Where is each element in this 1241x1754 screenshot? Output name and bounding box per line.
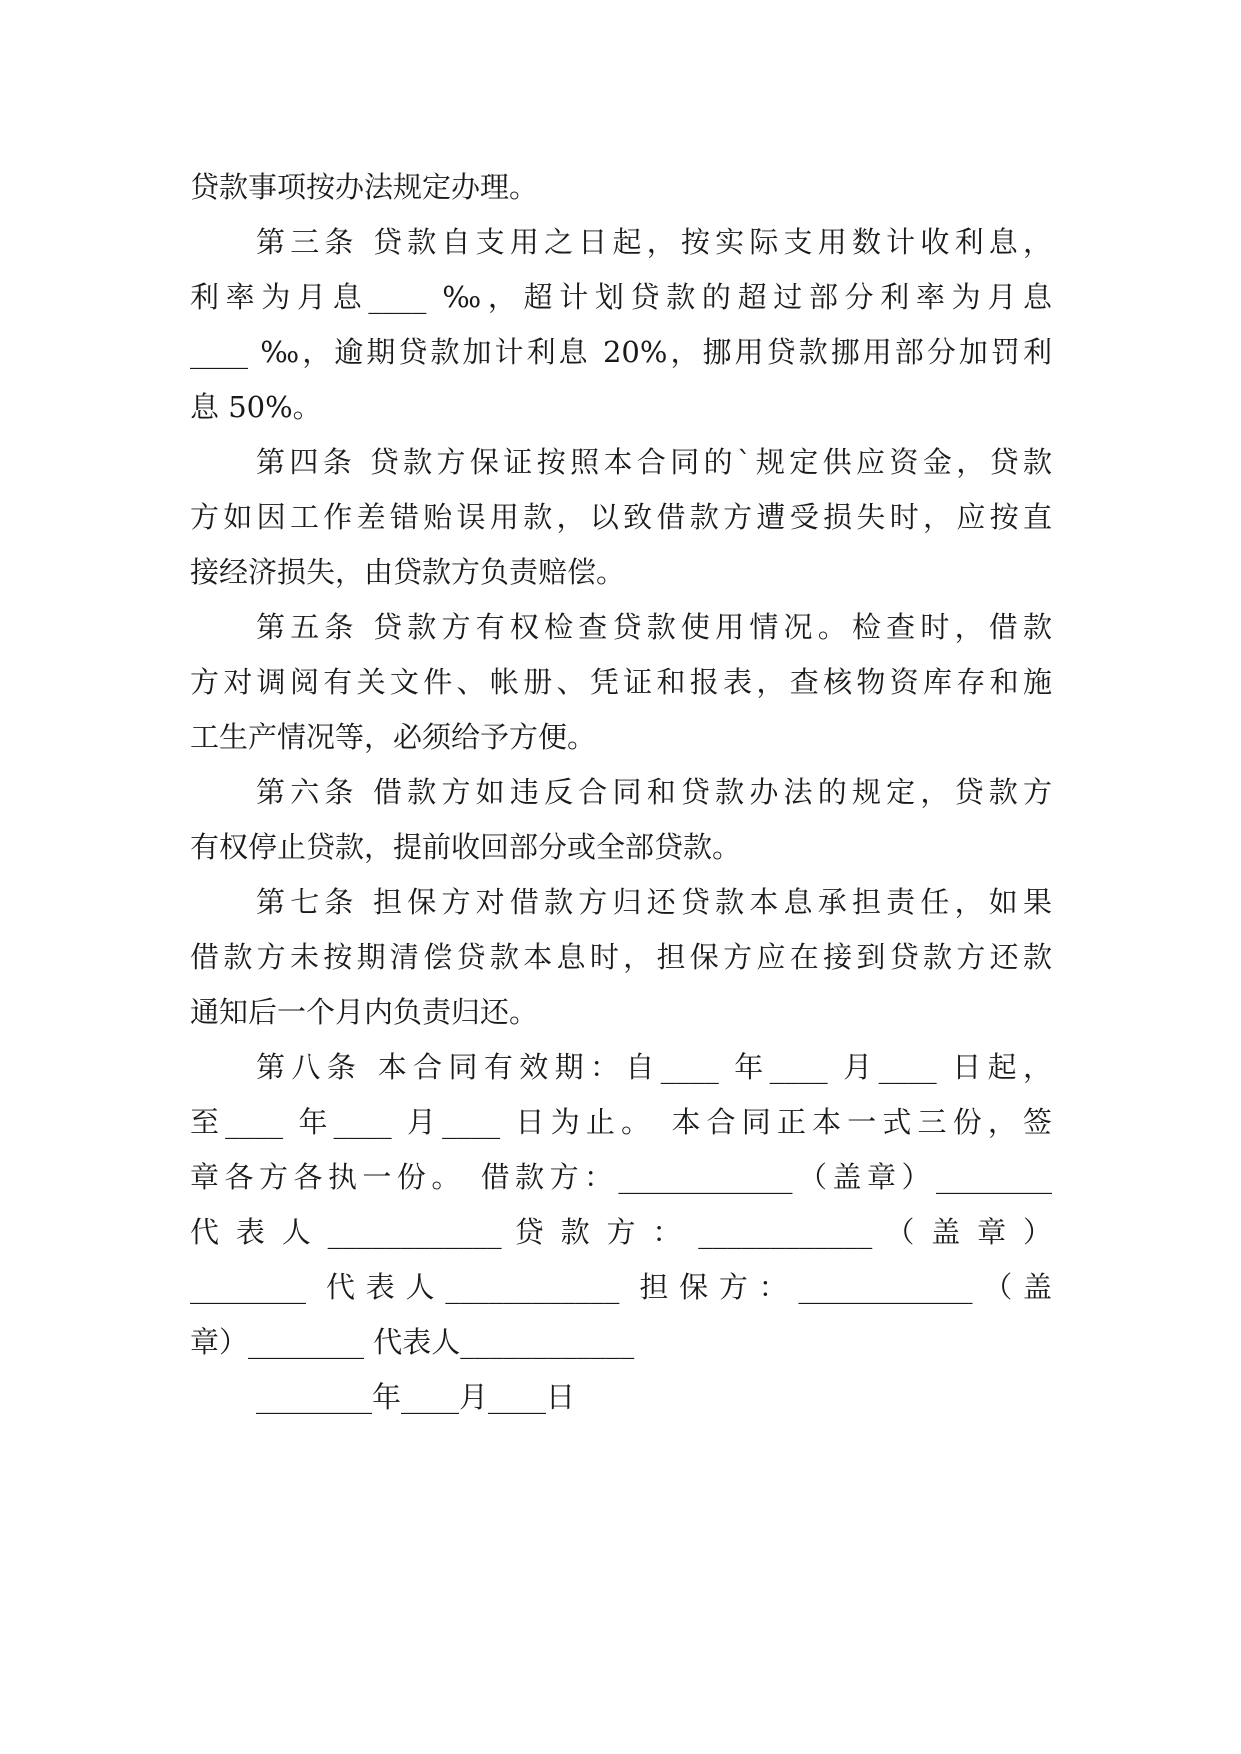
text-line: 有权停止贷款，提前收回部分或全部贷款。 xyxy=(190,830,742,864)
text-line: 接经济损失，由贷款方负责赔偿。 xyxy=(190,555,626,589)
text-line: 通知后一个月内负责归还。 xyxy=(190,995,539,1029)
signature-line-lender: 代 表 人 ____________ 贷 款 方 ： ____________ （ 盖 章 ） xyxy=(190,1215,1052,1249)
text-line: 息 50%。 xyxy=(190,390,322,424)
text-line: 借款方未按期清偿贷款本息时，担保方应在接到贷款方还款 xyxy=(190,940,1052,974)
clause-3-line: 第三条 贷款自支用之日起，按实际支用数计收利息， xyxy=(256,225,1052,259)
text-line: 方如因工作差错贻误用款，以致借款方遭受损失时，应按直 xyxy=(190,500,1052,534)
text-line: 工生产情况等，必须给予方便。 xyxy=(190,720,597,754)
signature-line-guarantor: ________ 代表人____________ 担保方：____________（盖 xyxy=(190,1270,1052,1304)
clause-6-line: 第六条 借款方如违反合同和贷款办法的规定，贷款方 xyxy=(256,775,1052,809)
text-line: 利率为月息____ ‰，超计划贷款的超过部分利率为月息 xyxy=(190,280,1052,314)
clause-8-line: 第八条 本合同有效期：自____ 年____ 月____ 日起， xyxy=(256,1050,1052,1084)
text-line: 方对调阅有关文件、帐册、凭证和报表，查核物资库存和施 xyxy=(190,665,1052,699)
clause-7-line: 第七条 担保方对借款方归还贷款本息承担责任，如果 xyxy=(256,885,1052,919)
signature-line-borrower: 章各方各执一份。 借款方：____________（盖章）________ xyxy=(190,1160,1052,1194)
signature-line-guarantor-rep: 章）________ 代表人____________ xyxy=(190,1325,635,1359)
text-line: 至____ 年____ 月____ 日为止。 本合同正本一式三份，签 xyxy=(190,1105,1052,1139)
clause-5-line: 第五条 贷款方有权检查贷款使用情况。检查时，借款 xyxy=(256,610,1052,644)
text-line: 贷款事项按办法规定办理。 xyxy=(190,170,539,204)
clause-4-line: 第四条 贷款方保证按照本合同的`规定供应资金，贷款 xyxy=(256,445,1052,479)
text-line: ____ ‰，逾期贷款加计利息 20%，挪用贷款挪用部分加罚利 xyxy=(190,335,1052,369)
date-line: ________年____月____日 xyxy=(256,1380,576,1414)
